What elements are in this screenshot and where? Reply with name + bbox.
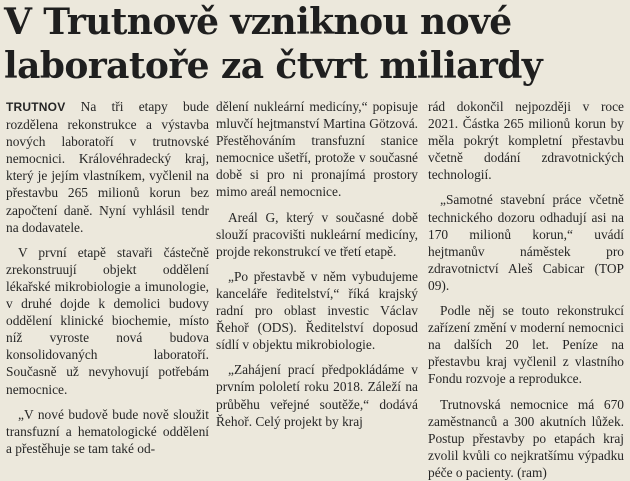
headline-line-2: laboratoře za čtvrt miliardy	[4, 45, 543, 87]
article-column-2	[216, 98, 418, 430]
headline	[4, 0, 626, 88]
paragraph	[6, 98, 209, 236]
paragraph: „Zahájení prací předpokládáme v prvním pololetí roku 2018. Záleží na průběhu veřejné soutěže,“ dodává Řehoř. Celý projekt by kraj	[216, 362, 418, 429]
paragraph: Areál G, který v současné době slouží pracovišti nukleární medicíny, projde rekonstrukcí ve třetí etapě.	[216, 209, 418, 259]
paragraph-text: Na tři etapy bude rozdělena rekonstrukce a výstavba nových laboratoří v trutnovské nemocnici. Královéhradecký kraj, který je jejím vlastníkem, vyčlenil na přestavbu 265 milionů korun bez započtení daně. Nyní vyhlásil tendr na dodavatele.	[6, 99, 209, 235]
paragraph: V první etapě stavaři částečně zrekonstruují objekt oddělení lékařské mikrobiologie a imunologie, v druhé dojde k demolici budovy oddělení klinické biochemie, místo níž vyroste nová budova konsolidovaných laboratoří. Současně už nevyhovují potřebám nemocnice.	[6, 244, 209, 397]
headline-line-1: V Trutnově vzniknou nové	[4, 1, 512, 43]
paragraph: „Po přestavbě v něm vybudujeme kanceláře ředitelství,“ říká krajský radní pro oblast investic Václav Řehoř (ODS). Ředitelství doposud sídlí v objektu mikrobiologie.	[216, 268, 418, 353]
paragraph: Trutnovská nemocnice má 670 zaměstnanců a 300 akutních lůžek. Postup přestavby po etapách kraj zvolil kvůli co nejkratšímu výpadku péče o pacienty. (ram)	[428, 396, 624, 480]
article-column-3	[428, 98, 624, 481]
paragraph: „Samotné stavební práce včetně technického dozoru odhadují asi na 170 milionů korun,“ uvádí hejtmanův náměstek pro zdravotnictví Aleš Cabicar (TOP 09).	[428, 192, 624, 293]
paragraph: dělení nukleární medicíny,“ popisuje mluvčí hejtmanství Martina Götzová. Přestěhováním transfuzní stanice nemocnice ušetří, protože v současné době si pro ni pronajímá prostory mimo areál nemocnice.	[216, 99, 418, 200]
dateline: TRUTNOV	[6, 100, 66, 114]
paragraph: „V nové budově bude nově sloužit transfuzní a hematologické oddělení a přestěhuje se tam také od-	[6, 406, 209, 456]
article-column-1	[6, 98, 209, 457]
paragraph: Podle něj se touto rekonstrukcí zařízení změní v moderní nemocnici na dalších 20 let. Peníze na přestavbu kraj vyčlenil z vlastního Fondu rozvoje a reprodukce.	[428, 303, 624, 387]
paragraph: rád dokončil nejpozději v roce 2021. Částka 265 milionů korun by měla pokrýt kompletní přestavbu včetně dodání zdravotnických technologií.	[428, 99, 624, 183]
